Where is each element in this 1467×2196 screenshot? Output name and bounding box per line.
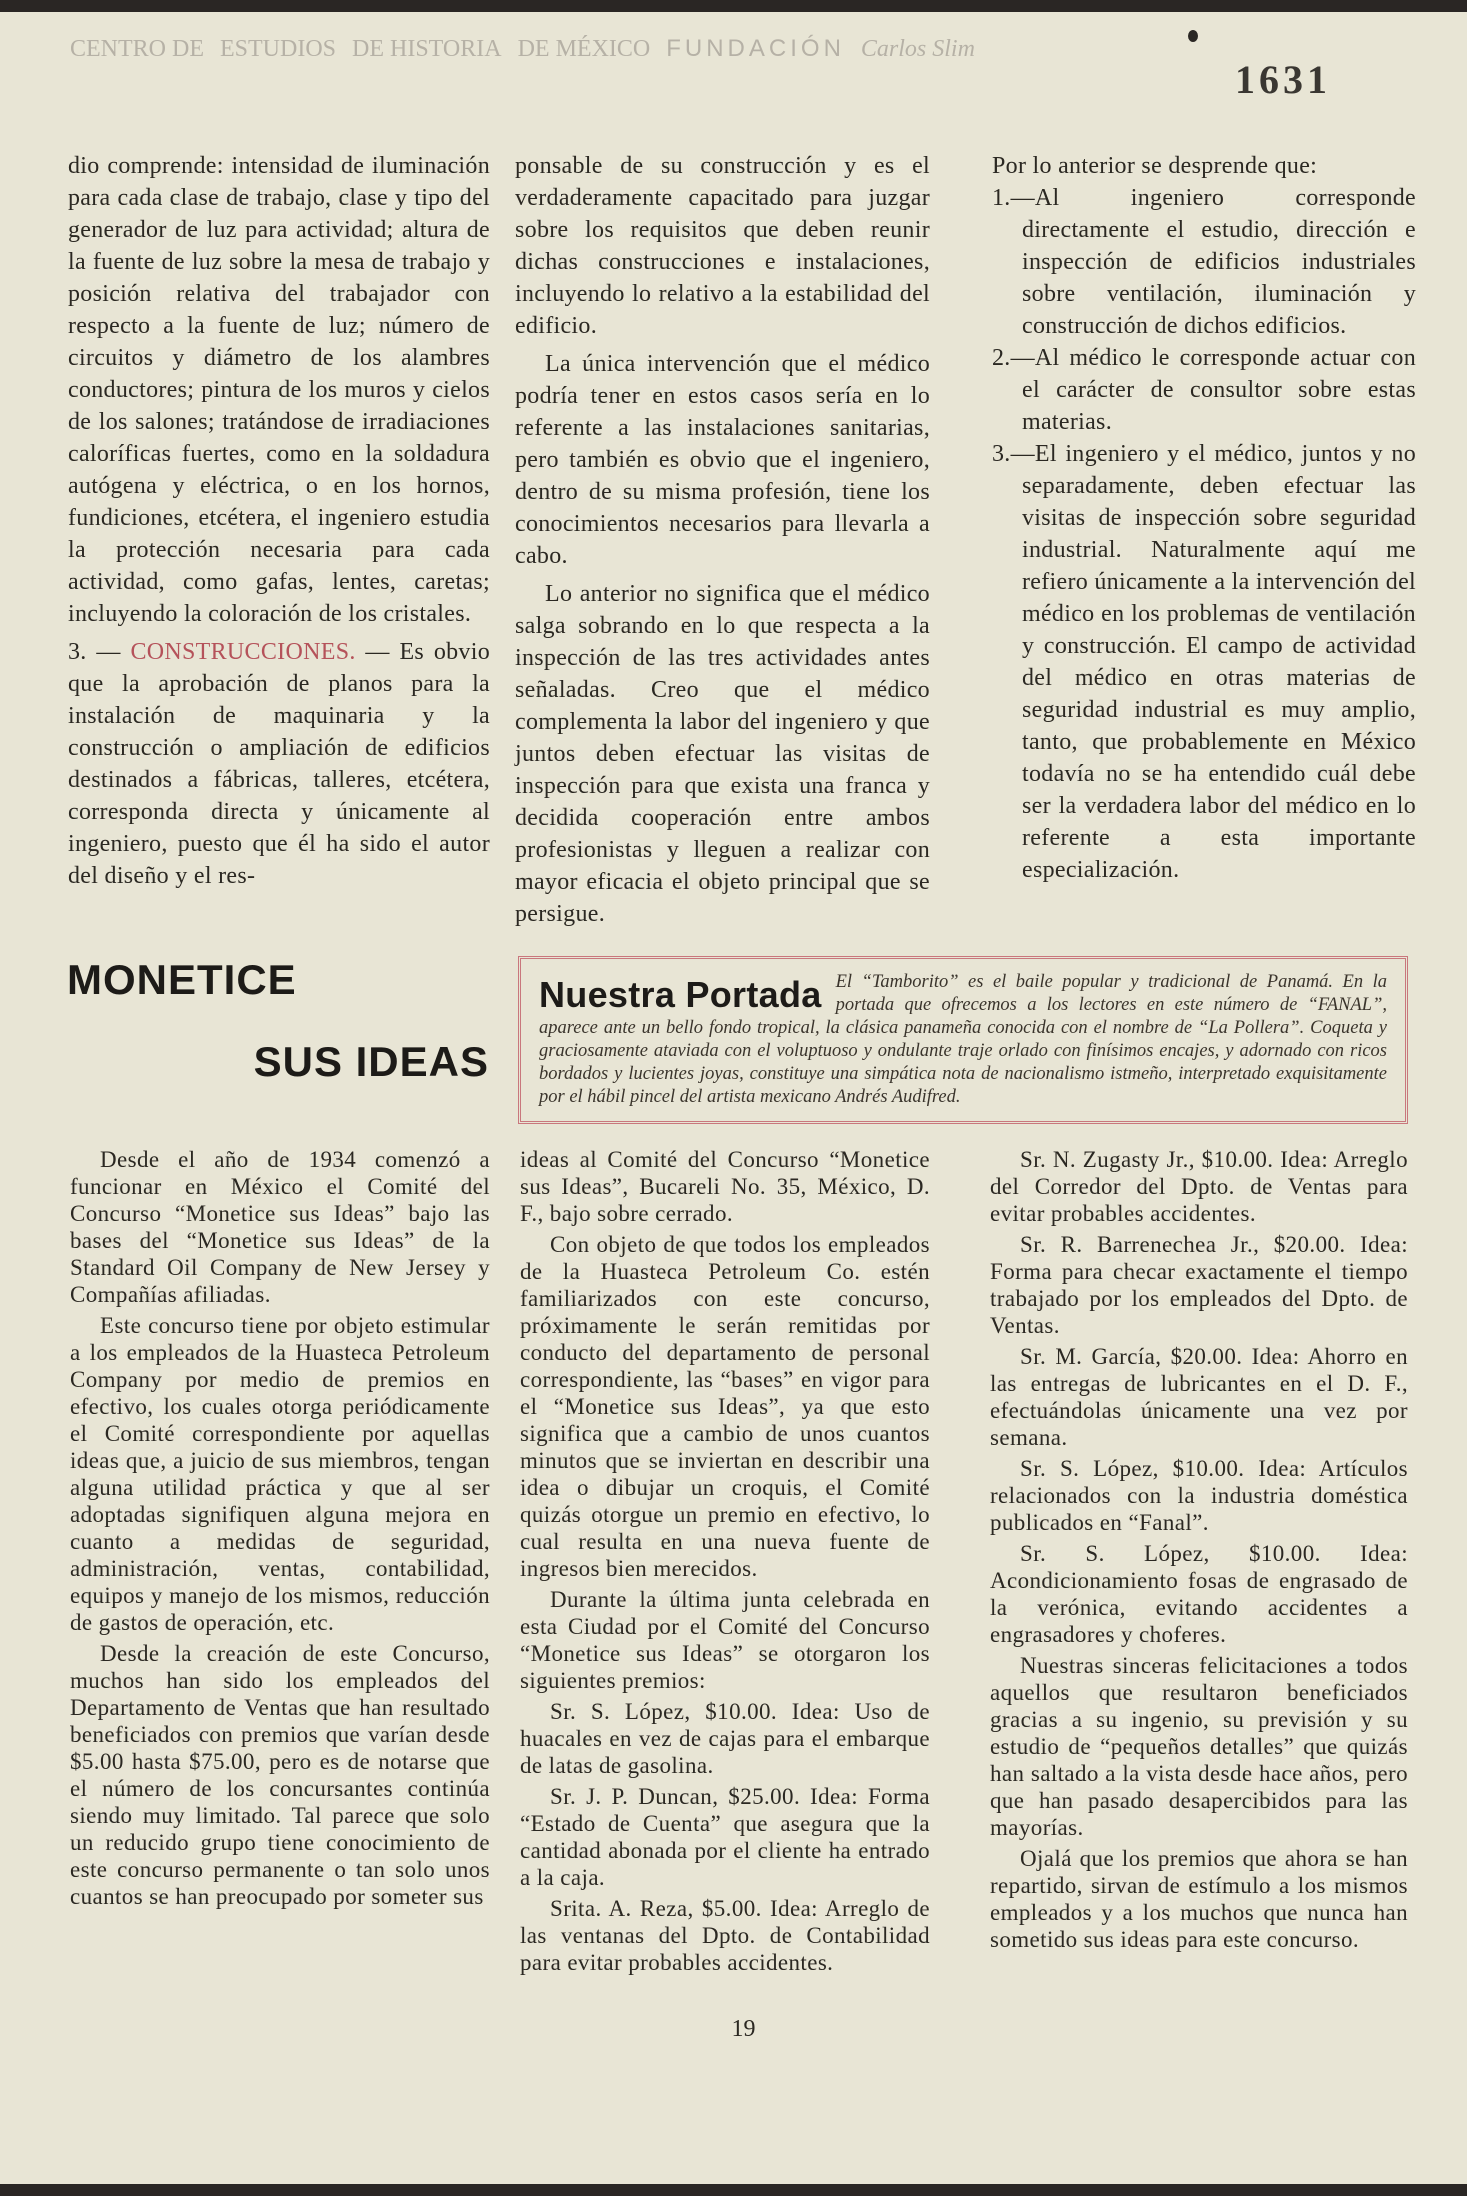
list-intro: Por lo anterior se desprende que: bbox=[992, 153, 1318, 179]
top-column-1 bbox=[68, 150, 490, 892]
top-column-2 bbox=[515, 150, 930, 930]
paragraph: Desde el año de 1934 comenzó a funcionar en México el Comité del Concurso “Monetice sus Ideas” bajo las bases del “Monetice sus Ideas” de la Standard Oil Company de New Jersey y Compañías afiliadas. bbox=[70, 1147, 490, 1307]
prize-item: Sr. S. López, $10.00. Idea: Artículos relacionados con la industria doméstica publicados en “Fanal”. bbox=[990, 1456, 1408, 1535]
paragraph: Lo anterior no significa que el médico salga sobrando en lo que respecta a la inspección de las tres actividades antes señaladas. Creo que el médico complementa la labor del ingeniero y que juntos deben efectuar las visitas de inspección para que exista una franca y decidida cooperación entre ambos profesionistas y lleguen a realizar con mayor eficacia el objeto principal que se persigue. bbox=[515, 581, 930, 927]
paragraph: dio comprende: intensidad de iluminación para cada clase de trabajo, clase y tipo del generador de luz para actividad; altura de la fuente de luz sobre la mesa de trabajo y posición relativa del trabajador con respecto a la fuente de luz; número de circuitos y diámetro de los alambres conductores; pintura de los muros y cielos de los salones; tratándose de irradiaciones caloríficas fuertes, como en la soldadura autógena y eléctrica, o en los hornos, fundiciones, etcétera, el ingeniero estudia la protección necesaria para cada actividad, como gafas, lentes, caretas; incluyendo la coloración de los cristales. bbox=[68, 153, 490, 627]
headline-line-2: SUS IDEAS bbox=[253, 1038, 489, 1085]
headline-block bbox=[67, 956, 489, 1086]
paragraph: Con objeto de que todos los empleados de la Huasteca Petroleum Co. estén familiarizados con este concurso, próximamente le serán remitidas por conducto del departamento de personal correspondiente, las “bases” en vigor para el “Monetice sus Ideas”, ya que esto significa que a cambio de unos cuantos minutos que se inviertan en describir una idea o dibujar un croquis, el Comité quizás otorgue un premio en efectivo, lo cual resulta en una nueva fuente de ingresos bien merecidos. bbox=[520, 1232, 930, 1581]
watermark-text: DE MÉXICO bbox=[517, 36, 651, 62]
cover-note-title: Nuestra Portada bbox=[539, 974, 822, 1015]
paragraph: La única intervención que el médico podría tener en estos casos sería en lo referente a las instalaciones sanitarias, pero también es obvio que el ingeniero, dentro de su misma profesión, tiene los conocimientos necesarios para llevarla a cabo. bbox=[515, 351, 930, 569]
cover-note-box bbox=[518, 956, 1408, 1124]
section-heading: CONSTRUCCIONES. bbox=[130, 639, 356, 665]
prize-item: Sr. S. López, $10.00. Idea: Acondicionamiento fosas de engrasado de la verónica, evitando accidentes a engrasadores y choferes. bbox=[990, 1541, 1408, 1647]
paragraph: Desde la creación de este Concurso, muchos han sido los empleados del Departamento de Ventas que han resultado beneficiados con premios que varían desde $5.00 hasta $75.00, pero es de notarse que el número de los concursantes continúa siendo muy limitado. Tal parece que solo un reducido grupo tiene conocimiento de este concurso permanente o tan solo unos cuantos se han preocupado por someter sus bbox=[70, 1641, 490, 1909]
prize-item: Sr. N. Zugasty Jr., $10.00. Idea: Arreglo del Corredor del Dpto. de Ventas para evitar probables accidentes. bbox=[990, 1147, 1408, 1226]
prize-item: Sr. M. García, $20.00. Idea: Ahorro en las entregas de lubricantes en el D. F., efectuándolas únicamente una vez por semana. bbox=[990, 1344, 1408, 1450]
paragraph: Este concurso tiene por objeto estimular a los empleados de la Huasteca Petroleum Company por medio de premios en efectivo, los cuales otorga periódicamente el Comité correspondiente por aquellas ideas que, a juicio de sus miembros, tengan alguna utilidad práctica y que al ser adoptadas signifiquen alguna mejora en cuanto a medidas de seguridad, administración, ventas, contabilidad, equipos y manejo de los mismos, reducción de gastos de operación, etc. bbox=[70, 1313, 490, 1635]
stamp-number: 1631 bbox=[1235, 57, 1331, 102]
watermark-signature: Carlos Slim bbox=[860, 36, 975, 62]
paragraph: ideas al Comité del Concurso “Monetice sus Ideas”, Bucareli No. 35, México, D. F., bajo sobre cerrado. bbox=[520, 1147, 930, 1226]
watermark-text: ESTUDIOS bbox=[220, 36, 337, 62]
document-page bbox=[0, 12, 1467, 2184]
watermark-text: DE HISTORIA bbox=[352, 36, 502, 62]
paragraph: ponsable de su construcción y es el verdaderamente capacitado para juzgar sobre los requisitos que deben reunir dichas construcciones e instalaciones, incluyendo lo relativo a la estabilidad del edificio. bbox=[515, 153, 930, 339]
prize-item: Sr. S. López, $10.00. Idea: Uso de huacales en vez de cajas para el embarque de latas de gasolina. bbox=[520, 1699, 930, 1778]
headline-line-1: MONETICE bbox=[67, 956, 297, 1003]
middle-row bbox=[0, 956, 1467, 1124]
top-column-3 bbox=[992, 150, 1416, 886]
prize-item: Srita. A. Reza, $5.00. Idea: Arreglo de las ventanas del Dpto. de Contabilidad para evitar probables accidentes. bbox=[520, 1896, 930, 1975]
page-number: 19 bbox=[731, 2016, 756, 2042]
paragraph bbox=[68, 636, 490, 892]
section-body: — Es obvio que la aprobación de planos para la instalación de maquinaria y la construcción o ampliación de edificios destinados a fábricas, talleres, etcétera, corresponda directa y únicamente al ingeniero, puesto que él ha sido el autor del diseño y el res- bbox=[68, 639, 491, 889]
paragraph: Durante la última junta celebrada en esta Ciudad por el Comité del Concurso “Monetice sus Ideas” se otorgaron los siguientes premios: bbox=[520, 1587, 930, 1693]
bottom-column-2 bbox=[520, 1146, 930, 1976]
section-number: 3. — bbox=[68, 639, 131, 665]
watermark bbox=[70, 34, 985, 64]
prize-item: Sr. J. P. Duncan, $25.00. Idea: Forma “Estado de Cuenta” que asegura que la cantidad abonada por el cliente ha entrado a la caja. bbox=[520, 1784, 930, 1890]
bottom-columns bbox=[0, 1146, 1467, 1976]
watermark-text: CENTRO DE bbox=[70, 36, 204, 62]
paragraph: Nuestras sinceras felicitaciones a todos aquellos que resultaron beneficiados gracias a su ingenio, su previsión y su estudio de “pequeños detalles” que quizás han saltado a la vista desde hace años, pero que han pasado desapercibidos para las mayorías. bbox=[990, 1653, 1408, 1840]
top-columns bbox=[0, 150, 1467, 930]
cover-note-text: El “Tamborito” es el baile popular y tradicional de Panamá. En la portada que ofrecemos a los lectores en este número de “FANAL”, aparece ante un bello fondo tropical, la clásica panameña conocida con el nombre de “La Pollera”. Coqueta y graciosamente ataviada con el voluptuoso y ondulante traje orlado con finísimos encajes, y adornado con ricos bordados y lucientes joyas, constituye una simpática nota de nacionalismo istmeño, interpretado exquisitamente por el hábil pincel del artista mexicano Andrés Audifred. bbox=[539, 972, 1387, 1107]
paragraph: Ojalá que los premios que ahora se han repartido, sirvan de estímulo a los mismos empleados y a los muchos que nunca han sometido sus ideas para este concurso. bbox=[990, 1846, 1408, 1952]
list-item: 3.—El ingeniero y el médico, juntos y no separadamente, deben efectuar las visitas de inspección sobre seguridad industrial. Naturalmente aquí me refiero únicamente a la intervención del médico en los problemas de ventilación y construcción. El campo de actividad del médico en otras materias de seguridad industrial es muy amplio, tanto, que probablemente en México todavía no se ha entendido cuál debe ser la verdadera labor del médico en lo referente a esta importante especialización. bbox=[992, 441, 1416, 883]
prize-item: Sr. R. Barrenechea Jr., $20.00. Idea: Forma para checar exactamente el tiempo trabajado por los empleados del Dpto. de Ventas. bbox=[990, 1232, 1408, 1338]
bottom-column-3 bbox=[990, 1146, 1408, 1953]
list-item: 1.—Al ingeniero corresponde directamente el estudio, dirección e inspección de edificios industriales sobre ventilación, iluminación y construcción de dichos edificios. bbox=[992, 185, 1416, 339]
list-item: 2.—Al médico le corresponde actuar con el carácter de consultor sobre estas materias. bbox=[992, 345, 1416, 435]
ink-dot bbox=[1188, 30, 1198, 42]
bottom-column-1 bbox=[70, 1146, 490, 1910]
watermark-text: FUNDACIÓN bbox=[666, 35, 845, 62]
